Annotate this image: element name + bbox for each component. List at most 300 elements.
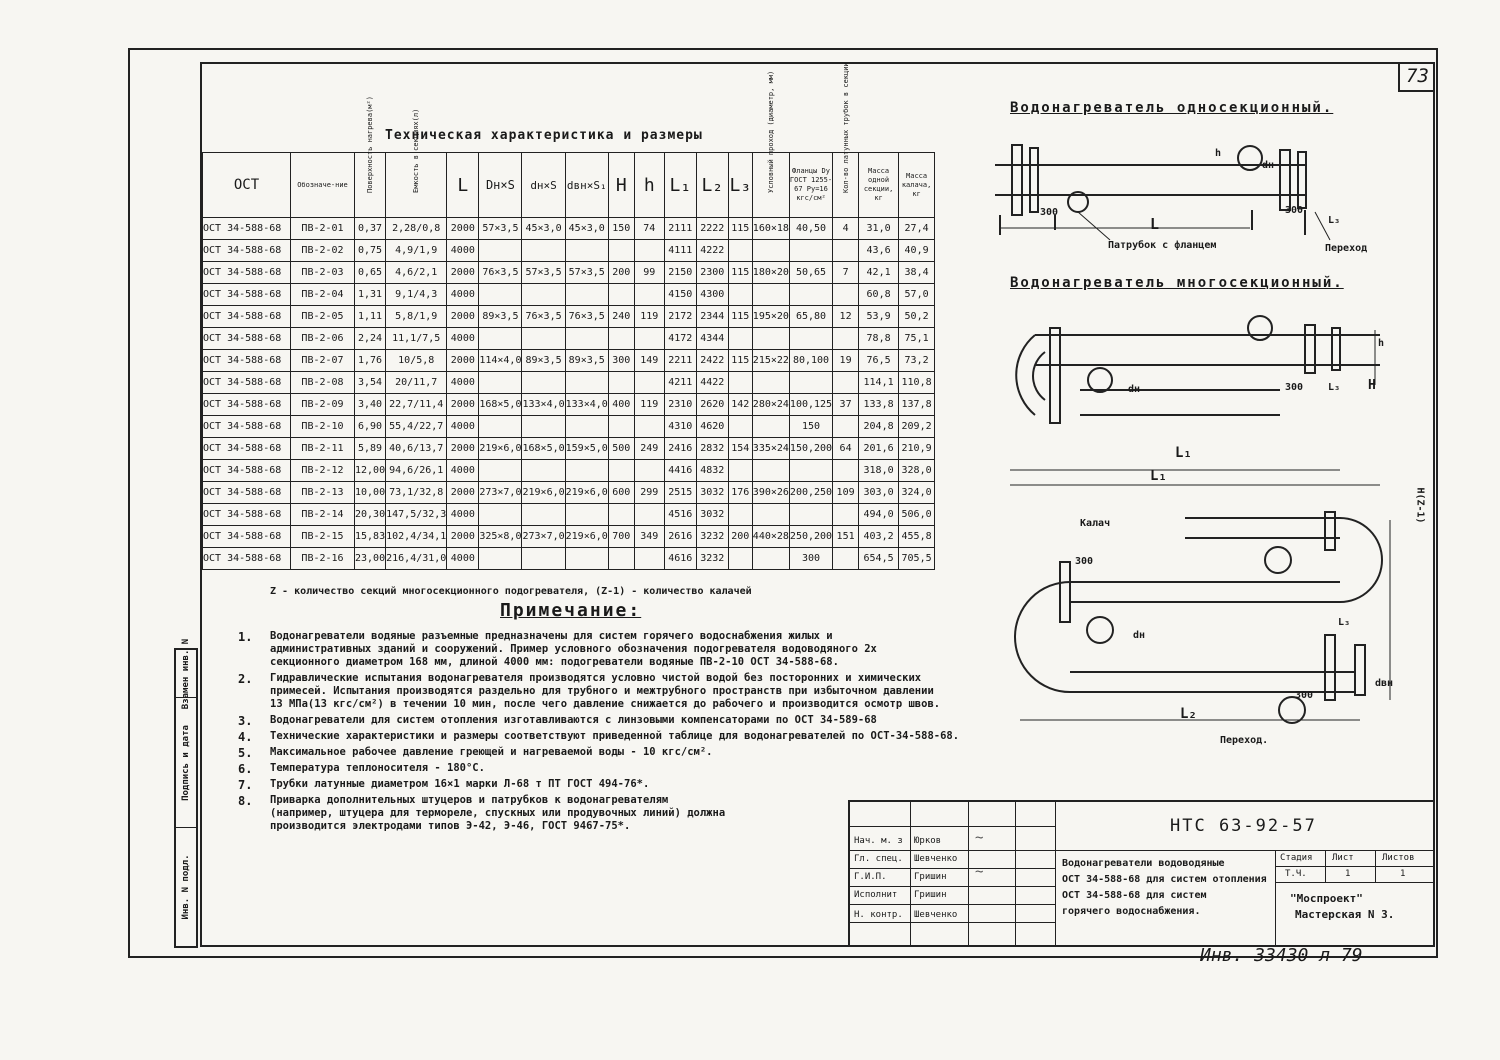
- table-cell: [608, 328, 634, 350]
- table-cell: [728, 328, 752, 350]
- table-cell: [522, 328, 565, 350]
- person: Шевченко: [914, 854, 958, 864]
- table-cell: 2172: [664, 306, 696, 328]
- col-header: Фланцы Dу ГОСТ 1255-67 Ру=16 кгс/см²: [789, 153, 832, 218]
- table-cell: 160×18: [752, 218, 789, 240]
- table-cell: 2000: [447, 306, 479, 328]
- table-cell: 303,0: [859, 482, 899, 504]
- table-cell: [565, 460, 608, 482]
- table-cell: 2000: [447, 350, 479, 372]
- table-cell: 300: [608, 350, 634, 372]
- table-cell: 115: [728, 350, 752, 372]
- table-cell: 2616: [664, 526, 696, 548]
- note-number: 4.: [238, 730, 253, 744]
- table-cell: 2,28/0,8: [386, 218, 447, 240]
- table-cell: [522, 372, 565, 394]
- label-hz: H(Z-1): [1414, 487, 1426, 524]
- table-cell: [789, 240, 832, 262]
- label-H: H: [1368, 378, 1376, 393]
- table-cell: ОСТ 34-588-68: [203, 438, 291, 460]
- drawings: [960, 90, 1400, 770]
- table-row: [203, 416, 935, 438]
- col-header: Dн×S: [479, 153, 522, 218]
- stage-header: Стадия: [1280, 853, 1313, 863]
- table-cell: 4300: [696, 284, 728, 306]
- table-row: [203, 394, 935, 416]
- side-stamp-replace: Взамен инв. N: [181, 638, 191, 709]
- table-cell: 55,4/22,7: [386, 416, 447, 438]
- desc-line: ОСТ 34-588-68 для систем: [1062, 890, 1207, 901]
- table-cell: [752, 460, 789, 482]
- table-cell: 40,6/13,7: [386, 438, 447, 460]
- table-cell: 115: [728, 306, 752, 328]
- table-cell: [833, 416, 859, 438]
- label-300a: 300: [1040, 207, 1059, 218]
- table-cell: 4172: [664, 328, 696, 350]
- table-cell: 168×5,0: [522, 438, 565, 460]
- table-header-row: [203, 153, 935, 218]
- title-block: [848, 800, 1435, 947]
- table-cell: 73,1/32,8: [386, 482, 447, 504]
- table-cell: 3232: [696, 548, 728, 570]
- table-cell: 0,37: [355, 218, 386, 240]
- table-cell: ОСТ 34-588-68: [203, 262, 291, 284]
- table-cell: [634, 328, 664, 350]
- table-cell: ОСТ 34-588-68: [203, 416, 291, 438]
- note-line: примесей. Испытания производятся раздельно для трубного и межтрубного пространств при избыточном давлении: [270, 685, 934, 697]
- single-nozzle-top: [1238, 146, 1262, 170]
- table-cell: 6,90: [355, 416, 386, 438]
- table-cell: 150: [608, 218, 634, 240]
- table-cell: 2,24: [355, 328, 386, 350]
- table-cell: [565, 416, 608, 438]
- table-cell: 3,40: [355, 394, 386, 416]
- table-cell: [608, 460, 634, 482]
- sheet-value: 1: [1345, 869, 1351, 879]
- multi-title: Водонагреватель многосекционный.: [1010, 275, 1344, 291]
- table-cell: 45×3,0: [565, 218, 608, 240]
- table-cell: 4,6/2,1: [386, 262, 447, 284]
- note-line: Водонагреватели водяные разъемные предназначены для систем горячего водоснабжения жилых и: [270, 630, 833, 642]
- table-cell: [728, 504, 752, 526]
- table-cell: 324,0: [899, 482, 935, 504]
- table-cell: 151: [833, 526, 859, 548]
- table-row: [203, 306, 935, 328]
- table-cell: 114×4,0: [479, 350, 522, 372]
- table-cell: 114,1: [859, 372, 899, 394]
- table-cell: [728, 416, 752, 438]
- table-cell: 204,8: [859, 416, 899, 438]
- sheets-value: 1: [1400, 869, 1406, 879]
- archive-reference: Инв. 33430 л 79: [1200, 945, 1363, 966]
- table-row: [203, 284, 935, 306]
- table-cell: 2620: [696, 394, 728, 416]
- table-cell: 119: [634, 394, 664, 416]
- note-number: 5.: [238, 746, 253, 760]
- table-cell: [608, 504, 634, 526]
- table-cell: 19: [833, 350, 859, 372]
- table-cell: ПВ-2-09: [291, 394, 355, 416]
- table-cell: 9,1/4,3: [386, 284, 447, 306]
- multi-flange-left: [1050, 328, 1060, 423]
- person: Юрков: [914, 836, 942, 846]
- note-line: Приварка дополнительных штуцеров и патрубков к водонагревателям: [270, 794, 669, 806]
- table-cell: ПВ-2-11: [291, 438, 355, 460]
- table-cell: 440×28: [752, 526, 789, 548]
- table-cell: 154: [728, 438, 752, 460]
- role: Исполнит: [854, 890, 898, 900]
- table-cell: [565, 328, 608, 350]
- table-cell: [752, 504, 789, 526]
- table-cell: 4422: [696, 372, 728, 394]
- org-name: "Моспроект": [1290, 892, 1363, 905]
- table-cell: 1,11: [355, 306, 386, 328]
- col-header: Условный проход (диаметр, мм): [752, 153, 789, 218]
- table-cell: ОСТ 34-588-68: [203, 482, 291, 504]
- table-cell: 102,4/34,1: [386, 526, 447, 548]
- table-cell: 200: [608, 262, 634, 284]
- table-cell: [522, 548, 565, 570]
- table-cell: 250,200: [789, 526, 832, 548]
- table-cell: 299: [634, 482, 664, 504]
- table-cell: ПВ-2-02: [291, 240, 355, 262]
- table-cell: [608, 416, 634, 438]
- table-cell: 5,89: [355, 438, 386, 460]
- table-cell: ПВ-2-06: [291, 328, 355, 350]
- table-cell: 215×22: [752, 350, 789, 372]
- table-row: [203, 350, 935, 372]
- table-cell: ПВ-2-05: [291, 306, 355, 328]
- table-cell: 1,76: [355, 350, 386, 372]
- table-cell: [608, 284, 634, 306]
- legend-line: Z - количество секций многосекционного подогревателя, (Z-1) - количество калачей: [270, 586, 752, 597]
- table-cell: [479, 504, 522, 526]
- table-cell: 494,0: [859, 504, 899, 526]
- table-cell: 4516: [664, 504, 696, 526]
- table-cell: 10/5,8: [386, 350, 447, 372]
- table-cell: 4000: [447, 460, 479, 482]
- note-line: Гидравлические испытания водонагревателя производятся условно чистой водой без посторонних и химических: [270, 672, 922, 684]
- label-h: h: [1215, 148, 1222, 159]
- note-number: 6.: [238, 762, 253, 776]
- table-cell: 89×3,5: [479, 306, 522, 328]
- table-cell: 2515: [664, 482, 696, 504]
- table-cell: 328,0: [899, 460, 935, 482]
- label-300c: 300: [1285, 382, 1304, 393]
- desc-line: ОСТ 34-588-68 для систем отопления: [1062, 874, 1267, 885]
- table-cell: 2000: [447, 526, 479, 548]
- table-cell: 99: [634, 262, 664, 284]
- table-cell: 209,2: [899, 416, 935, 438]
- table-cell: 42,1: [859, 262, 899, 284]
- multi-nozzle: [1088, 368, 1112, 392]
- table-cell: 7: [833, 262, 859, 284]
- table-cell: ОСТ 34-588-68: [203, 504, 291, 526]
- table-cell: 2416: [664, 438, 696, 460]
- table-cell: ОСТ 34-588-68: [203, 328, 291, 350]
- table-cell: 4000: [447, 240, 479, 262]
- table-cell: 506,0: [899, 504, 935, 526]
- table-cell: 0,65: [355, 262, 386, 284]
- table-cell: [728, 240, 752, 262]
- table-cell: [634, 284, 664, 306]
- table-cell: ПВ-2-15: [291, 526, 355, 548]
- org-workshop: Мастерская N 3.: [1295, 908, 1395, 921]
- note-line: производится электродами типов Э-42, Э-46, ГОСТ 9467-75*.: [270, 820, 631, 832]
- table-cell: ОСТ 34-588-68: [203, 240, 291, 262]
- table-cell: ОСТ 34-588-68: [203, 394, 291, 416]
- table-cell: 50,2: [899, 306, 935, 328]
- table-cell: ОСТ 34-588-68: [203, 548, 291, 570]
- table-cell: 219×6,0: [479, 438, 522, 460]
- col-header: Обозначе-ние: [291, 153, 355, 218]
- col-header: L₂: [696, 153, 728, 218]
- label-dvn: dвн: [1375, 678, 1394, 689]
- table-cell: 12,00: [355, 460, 386, 482]
- table-cell: [479, 284, 522, 306]
- table-cell: 240: [608, 306, 634, 328]
- table-cell: [728, 460, 752, 482]
- single-title: Водонагреватель односекционный.: [1010, 100, 1334, 116]
- table-cell: 4000: [447, 284, 479, 306]
- table-cell: 2422: [696, 350, 728, 372]
- table-cell: 2211: [664, 350, 696, 372]
- note-line: Технические характеристики и размеры соответствуют приведенной таблице для водонагревателей по ОСТ-34-588-68.: [270, 730, 960, 742]
- desc-line: горячего водоснабжения.: [1062, 906, 1201, 917]
- table-row: [203, 240, 935, 262]
- person: Шевченко: [914, 910, 958, 920]
- note-number: 1.: [238, 630, 253, 644]
- table-cell: ПВ-2-08: [291, 372, 355, 394]
- table-cell: 10,00: [355, 482, 386, 504]
- table-cell: 700: [608, 526, 634, 548]
- table-cell: 390×26: [752, 482, 789, 504]
- table-cell: ПВ-2-14: [291, 504, 355, 526]
- table-cell: 150,200: [789, 438, 832, 460]
- side-stamp-sign: Подпись и дата: [181, 724, 191, 801]
- table-cell: [752, 372, 789, 394]
- table-cell: 2344: [696, 306, 728, 328]
- table-cell: [634, 548, 664, 570]
- label-transition2: Переход.: [1220, 735, 1269, 746]
- table-cell: ПВ-2-12: [291, 460, 355, 482]
- table-cell: 4211: [664, 372, 696, 394]
- table-cell: 4832: [696, 460, 728, 482]
- table-cell: ПВ-2-04: [291, 284, 355, 306]
- signature: ~: [975, 830, 984, 846]
- note-line: Температура теплоносителя - 180°С.: [270, 762, 485, 774]
- table-cell: 4000: [447, 504, 479, 526]
- table-cell: 318,0: [859, 460, 899, 482]
- table-cell: ПВ-2-03: [291, 262, 355, 284]
- table-cell: 3232: [696, 526, 728, 548]
- table-cell: 300: [789, 548, 832, 570]
- table-title: Техническая характеристика и размеры: [385, 128, 703, 143]
- table-cell: [565, 372, 608, 394]
- table-cell: 43,6: [859, 240, 899, 262]
- table-cell: 180×20: [752, 262, 789, 284]
- table-cell: [789, 372, 832, 394]
- person: Гришин: [914, 872, 947, 882]
- table-cell: 4000: [447, 548, 479, 570]
- note-line: Максимальное рабочее давление греющей и нагреваемой воды - 10 кгс/см².: [270, 746, 713, 758]
- table-cell: 20/11,7: [386, 372, 447, 394]
- table-cell: [522, 504, 565, 526]
- table-cell: [522, 416, 565, 438]
- table-cell: 335×24: [752, 438, 789, 460]
- single-flange-right2: [1298, 152, 1306, 208]
- table-cell: 600: [608, 482, 634, 504]
- table-cell: 76×3,5: [565, 306, 608, 328]
- label-dn2: dн: [1128, 384, 1141, 395]
- label-300b: 300: [1285, 205, 1304, 216]
- col-header: h: [634, 153, 664, 218]
- col-header: L₁: [664, 153, 696, 218]
- table-cell: ОСТ 34-588-68: [203, 526, 291, 548]
- table-cell: 15,83: [355, 526, 386, 548]
- note-line: секционного диаметром 168 мм, длиной 4000 мм: подогреватели водяные ПВ-2-10 ОСТ 34-588-68.: [270, 656, 839, 668]
- note-number: 3.: [238, 714, 253, 728]
- table-cell: 12: [833, 306, 859, 328]
- note-line: (например, штуцера для термореле, спускных или продувочных линий) должна: [270, 807, 726, 819]
- table-cell: ОСТ 34-588-68: [203, 218, 291, 240]
- table-cell: 53,9: [859, 306, 899, 328]
- table-cell: 76×3,5: [479, 262, 522, 284]
- table-cell: [789, 328, 832, 350]
- person: Гришин: [914, 890, 947, 900]
- table-cell: 94,6/26,1: [386, 460, 447, 482]
- table-cell: [565, 504, 608, 526]
- table-cell: 4222: [696, 240, 728, 262]
- table-row: [203, 218, 935, 240]
- note-line: административных зданий и сооружений. Пример условного обозначения подогревателя водоводяного 2х: [270, 643, 877, 655]
- label-flange-pipe: Патрубок с фланцем: [1108, 240, 1217, 251]
- table-cell: 57×3,5: [522, 262, 565, 284]
- table-cell: 219×6,0: [522, 482, 565, 504]
- table-cell: 2000: [447, 482, 479, 504]
- table-cell: [479, 416, 522, 438]
- table-cell: 115: [728, 262, 752, 284]
- table-cell: ПВ-2-10: [291, 416, 355, 438]
- note-number: 7.: [238, 778, 253, 792]
- table-cell: [752, 284, 789, 306]
- table-cell: 147,5/32,3: [386, 504, 447, 526]
- single-flange-left: [1012, 145, 1022, 215]
- table-row: [203, 328, 935, 350]
- table-cell: 137,8: [899, 394, 935, 416]
- table-cell: 22,7/11,4: [386, 394, 447, 416]
- table-cell: [522, 460, 565, 482]
- stage-value: Т.Ч.: [1285, 869, 1307, 879]
- table-cell: [565, 284, 608, 306]
- role: Н. контр.: [854, 910, 903, 920]
- col-header: Кол-во латунных трубок в секции: [833, 153, 859, 218]
- notes-title: Примечание:: [500, 600, 642, 621]
- sheet-number: 73: [1398, 62, 1435, 92]
- table-cell: [522, 284, 565, 306]
- table-cell: 119: [634, 306, 664, 328]
- table-cell: [833, 504, 859, 526]
- table-cell: 2000: [447, 438, 479, 460]
- col-header: H: [608, 153, 634, 218]
- table-cell: 60,8: [859, 284, 899, 306]
- label-kalach: Калач: [1080, 518, 1111, 529]
- table-row: [203, 482, 935, 504]
- table-cell: 75,1: [899, 328, 935, 350]
- table-cell: [789, 284, 832, 306]
- table-cell: 23,00: [355, 548, 386, 570]
- table-cell: 2000: [447, 394, 479, 416]
- table-cell: [608, 372, 634, 394]
- multi-nozzle-top: [1248, 316, 1272, 340]
- side-stamp: [174, 638, 198, 948]
- role: Г.И.П.: [854, 872, 887, 882]
- table-cell: 4,9/1,9: [386, 240, 447, 262]
- table-cell: 500: [608, 438, 634, 460]
- table-cell: [565, 548, 608, 570]
- table-cell: 2310: [664, 394, 696, 416]
- table-cell: 4000: [447, 328, 479, 350]
- table-row: [203, 526, 935, 548]
- label-h2: h: [1378, 338, 1385, 349]
- table-cell: [634, 416, 664, 438]
- table-cell: 89×3,5: [565, 350, 608, 372]
- table-cell: [634, 240, 664, 262]
- table-cell: 4111: [664, 240, 696, 262]
- table-cell: 133×4,0: [522, 394, 565, 416]
- table-cell: 705,5: [899, 548, 935, 570]
- table-cell: [752, 416, 789, 438]
- table-cell: 37: [833, 394, 859, 416]
- table-cell: 11,1/7,5: [386, 328, 447, 350]
- table-row: [203, 460, 935, 482]
- table-cell: 4310: [664, 416, 696, 438]
- table-cell: [752, 328, 789, 350]
- table-cell: 219×6,0: [565, 526, 608, 548]
- table-cell: ОСТ 34-588-68: [203, 372, 291, 394]
- table-cell: 168×5,0: [479, 394, 522, 416]
- note-number: 2.: [238, 672, 253, 686]
- label-L3: L₃: [1328, 215, 1341, 226]
- table-cell: [634, 504, 664, 526]
- table-cell: 109: [833, 482, 859, 504]
- table-cell: 4000: [447, 372, 479, 394]
- table-cell: 78,8: [859, 328, 899, 350]
- col-header: dвн×S₁: [565, 153, 608, 218]
- table-cell: 20,30: [355, 504, 386, 526]
- table-cell: [565, 240, 608, 262]
- table-cell: ОСТ 34-588-68: [203, 350, 291, 372]
- table-cell: 176: [728, 482, 752, 504]
- role: Гл. спец.: [854, 854, 903, 864]
- label-dn: dн: [1262, 160, 1275, 171]
- table-cell: 4: [833, 218, 859, 240]
- table-cell: [833, 240, 859, 262]
- table-cell: ПВ-2-07: [291, 350, 355, 372]
- table-cell: 201,6: [859, 438, 899, 460]
- table-cell: ОСТ 34-588-68: [203, 460, 291, 482]
- table-cell: 76,5: [859, 350, 899, 372]
- table-cell: 2222: [696, 218, 728, 240]
- table-cell: 280×24: [752, 394, 789, 416]
- table-cell: 74: [634, 218, 664, 240]
- label-L1: L₁: [1175, 445, 1192, 461]
- table-cell: ПВ-2-01: [291, 218, 355, 240]
- table-cell: 76×3,5: [522, 306, 565, 328]
- table-cell: 219×6,0: [565, 482, 608, 504]
- sheets-header: Листов: [1382, 853, 1415, 863]
- table-cell: 38,4: [899, 262, 935, 284]
